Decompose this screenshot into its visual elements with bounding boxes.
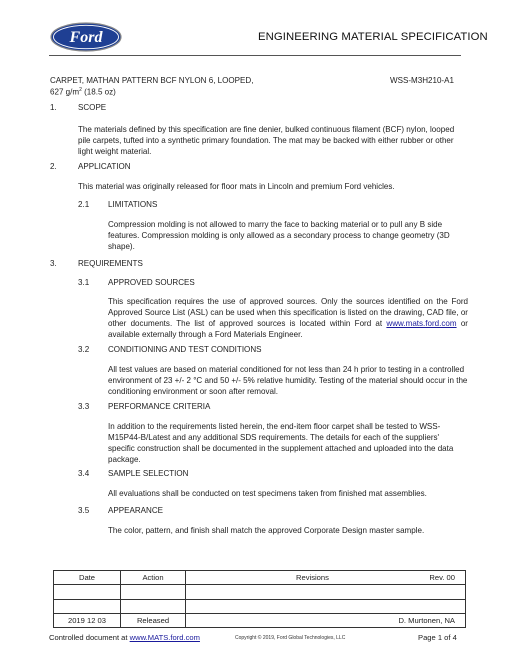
ford-logo [50, 22, 122, 57]
section-2-number: 2. [50, 162, 57, 171]
section-1-title: SCOPE [78, 103, 107, 112]
revisions-header-row [54, 571, 466, 585]
section-3-1-number: 3.1 [78, 278, 90, 287]
section-3-4-title: SAMPLE SELECTION [108, 469, 189, 478]
revision-action: Released [121, 613, 186, 627]
revisions-table [53, 570, 466, 628]
section-3-2-number: 3.2 [78, 345, 90, 354]
section-2-1-body: Compression molding is not allowed to marry the face to backing material or to pull any B side features. Compression molding is only allowed as a secondary process to change geometry (3D shape). [108, 220, 450, 252]
revisions-header-action: Action [121, 571, 186, 585]
spec-name-line1: CARPET, MATHAN PATTERN BCF NYLON 6, LOOPED, [50, 76, 254, 85]
mats-link[interactable]: www.mats.ford.com [386, 319, 457, 329]
table-row [54, 585, 466, 599]
table-row [54, 613, 466, 627]
section-3-3-number: 3.3 [78, 402, 90, 411]
copyright-notice: Copyright © 2019, Ford Global Technologies, LLC [235, 635, 346, 641]
section-1-number: 1. [50, 103, 57, 112]
section-3-3-body: In addition to the requirements listed herein, the end-item floor carpet shall be tested to WSS-M15P44-B/Latest and any additional SDS requirements. The details for each of the suppliers' specific construction shall be documented in the supplement attached and uploaded into the data package. [108, 422, 454, 465]
section-2-1-number: 2.1 [78, 200, 90, 209]
section-1-body: The materials defined by this specification are fine denier, bulked continuous filament (BCF) nylon, looped pile carpets, tufted into a synthetic primary foundation. The mat may be backed with either rubber or other light weight material. [78, 125, 455, 157]
mats-footer-link[interactable]: www.MATS.ford.com [129, 633, 200, 642]
revisions-header-revisions [186, 571, 466, 585]
revisions-header-date: Date [54, 571, 121, 585]
revision-author: D. Murtonen, NA [186, 613, 466, 627]
table-row [54, 599, 466, 613]
section-3-3-title: PERFORMANCE CRITERIA [108, 402, 211, 411]
section-3-1-body: This specification requires the use of approved sources. Only the sources identified on the Ford Approved Source List (ASL) can be used when this specification is listed on the drawing, CAD file, or other documents. The list of approved sources is located within Ford at www.mats.ford.com or available externally through a Ford Materials Engineer. [108, 297, 468, 340]
spec-weight: 627 $g/m^2$ (18.5 oz) [50, 87, 116, 97]
section-2-body: This material was originally released for floor mats in Lincoln and premium Ford vehicles. [78, 182, 395, 191]
section-3-5-title: APPEARANCE [108, 506, 164, 515]
section-3-5-body: The color, pattern, and finish shall match the approved Corporate Design master sample. [108, 526, 425, 535]
header-divider [49, 55, 461, 56]
section-2-title: APPLICATION [78, 162, 131, 171]
section-3-title: REQUIREMENTS [78, 259, 143, 268]
page-number: Page 1 of 4 [418, 633, 457, 642]
section-3-1-title: APPROVED SOURCES [108, 278, 195, 287]
revision-date: 2019 12 03 [54, 613, 121, 627]
section-3-number: 3. [50, 259, 57, 268]
revisions-header-label: Revisions [296, 573, 329, 582]
document-title: ENGINEERING MATERIAL SPECIFICATION [258, 31, 488, 43]
section-3-4-number: 3.4 [78, 469, 90, 478]
controlled-document-note: Controlled document at www.MATS.ford.com [49, 633, 200, 642]
section-3-2-title: CONDITIONING AND TEST CONDITIONS [108, 345, 262, 354]
ford-logo-text: Ford [69, 29, 103, 46]
section-2-1-title: LIMITATIONS [108, 200, 158, 209]
section-3-5-number: 3.5 [78, 506, 90, 515]
revisions-header-rev: Rev. 00 [429, 573, 455, 582]
spec-code: WSS-M3H210-A1 [390, 76, 454, 85]
section-3-4-body: All evaluations shall be conducted on test specimens taken from finished mat assemblies. [108, 489, 427, 498]
section-3-2-body: All test values are based on material conditioned for not less than 24 h prior to testing in a controlled environment of 23 +/- 2 °C and 50 +/- 5% relative humidity. Testing of the material should occur in the conditioning environment or soon after removal. [108, 365, 468, 397]
